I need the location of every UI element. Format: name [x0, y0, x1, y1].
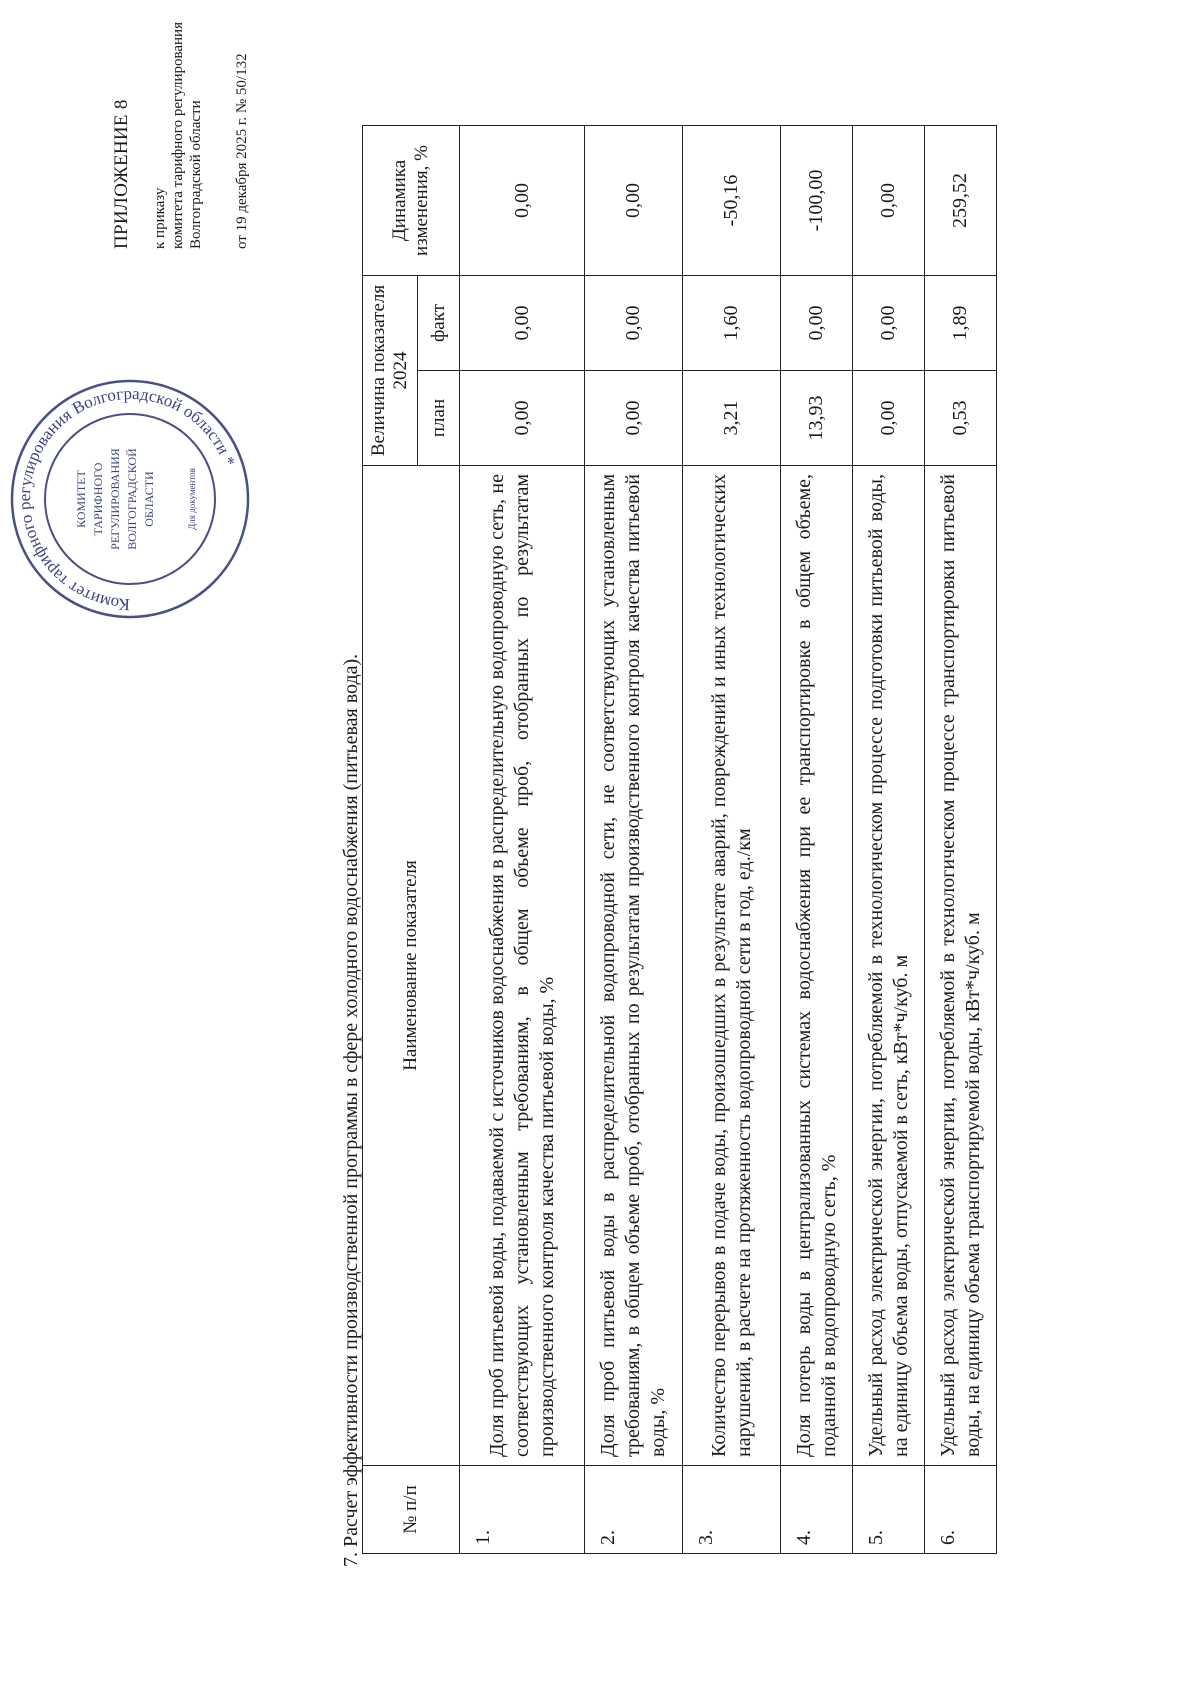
- table-row: [853, 126, 925, 1554]
- table-row: [925, 126, 997, 1554]
- header-fact: факт: [418, 276, 460, 371]
- stamp-inner-line: РЕГУЛИРОВАНИЯ: [108, 448, 122, 550]
- stamp-outer-text: Комитет тарифного регулирования Волгоградской области *: [14, 383, 239, 615]
- header-plan: план: [418, 371, 460, 466]
- row-fact: 0,00: [853, 276, 925, 371]
- header-dynamics: Динамика изменения, %: [363, 126, 460, 276]
- row-dynamics: 259,52: [925, 126, 997, 276]
- row-num: 3.: [683, 1466, 781, 1554]
- row-plan: 13,93: [781, 371, 853, 466]
- table-row: [683, 126, 781, 1554]
- row-num: 5.: [853, 1466, 925, 1554]
- table-row: [781, 126, 853, 1554]
- row-dynamics: -50,16: [683, 126, 781, 276]
- row-name: Количество перерывов в подаче воды, произошедших в результате аварий, повреждений и иных технологических нарушений, в расчете на протяженность водопроводной сети в год, ед./км: [683, 466, 781, 1466]
- row-plan: 0,00: [460, 371, 585, 466]
- table-caption: 7. Расчет эффективности производственной программы в сфере холодного водоснабжения (питьевая вода).: [340, 653, 362, 1567]
- table-row: [585, 126, 683, 1554]
- stamp-inner-line: КОМИТЕТ: [74, 470, 88, 528]
- header-num: № п/п: [363, 1466, 460, 1554]
- row-num: 2.: [585, 1466, 683, 1554]
- header-value-group: Величина показателя 2024: [363, 276, 418, 466]
- row-plan: 0,00: [853, 371, 925, 466]
- row-name: Удельный расход электрической энергии, потребляемой в технологическом процессе транспортировки питьевой воды, на единицу объема транспортируемой воды, кВт*ч/куб. м: [925, 466, 997, 1466]
- row-name: Доля потерь воды в централизованных системах водоснабжения при ее транспортировке в общем объеме, поданной в водопроводную сеть, %: [781, 466, 853, 1466]
- appendix-region-line: Волгоградской области: [188, 100, 204, 249]
- row-fact: 1,89: [925, 276, 997, 371]
- stamp-inner-line: ВОЛГОГРАДСКОЙ: [125, 448, 139, 550]
- stamp-inner-line: ТАРИФНОГО: [91, 462, 105, 536]
- row-num: 4.: [781, 1466, 853, 1554]
- appendix-order-line: к приказу: [152, 187, 168, 249]
- row-fact: 0,00: [460, 276, 585, 371]
- row-name: Удельный расход электрической энергии, потребляемой в технологическом процессе подготовки питьевой воды, на единицу объема воды, отпускаемой в сеть, кВт*ч/куб. м: [853, 466, 925, 1466]
- appendix-title: ПРИЛОЖЕНИЕ 8: [111, 99, 132, 249]
- appendix-header: [113, 9, 251, 249]
- header-name: Наименование показателя: [363, 466, 460, 1466]
- row-name: Доля проб питьевой воды в распределительной водопроводной сети, не соответствующих установленным требованиям, в общем объеме проб, отобранных по результатам производственного контроля качества питьевой воды, %: [585, 466, 683, 1466]
- row-fact: 0,00: [585, 276, 683, 371]
- appendix-committee-line: комитета тарифного регулирования: [170, 22, 186, 249]
- stamp-inner-line: ОБЛАСТИ: [142, 471, 156, 527]
- row-plan: 3,21: [683, 371, 781, 466]
- row-dynamics: 0,00: [853, 126, 925, 276]
- row-fact: 1,60: [683, 276, 781, 371]
- row-name: Доля проб питьевой воды, подаваемой с источников водоснабжения в распределительную водопроводную сеть, не соответствующих установленным требованиям, в общем объеме проб, отобранных по результатам производственного контроля качества питьевой воды, %: [460, 466, 585, 1466]
- appendix-date: от 19 декабря 2025 г. № 50/132: [234, 53, 250, 249]
- official-stamp: [5, 374, 255, 624]
- row-plan: 0,53: [925, 371, 997, 466]
- stamp-bottom-text: Для документов: [187, 468, 197, 530]
- row-dynamics: 0,00: [460, 126, 585, 276]
- table-row: [460, 126, 585, 1554]
- row-num: 6.: [925, 1466, 997, 1554]
- efficiency-table: [362, 125, 997, 1554]
- row-dynamics: 0,00: [585, 126, 683, 276]
- row-fact: 0,00: [781, 276, 853, 371]
- row-num: 1.: [460, 1466, 585, 1554]
- row-plan: 0,00: [585, 371, 683, 466]
- row-dynamics: -100,00: [781, 126, 853, 276]
